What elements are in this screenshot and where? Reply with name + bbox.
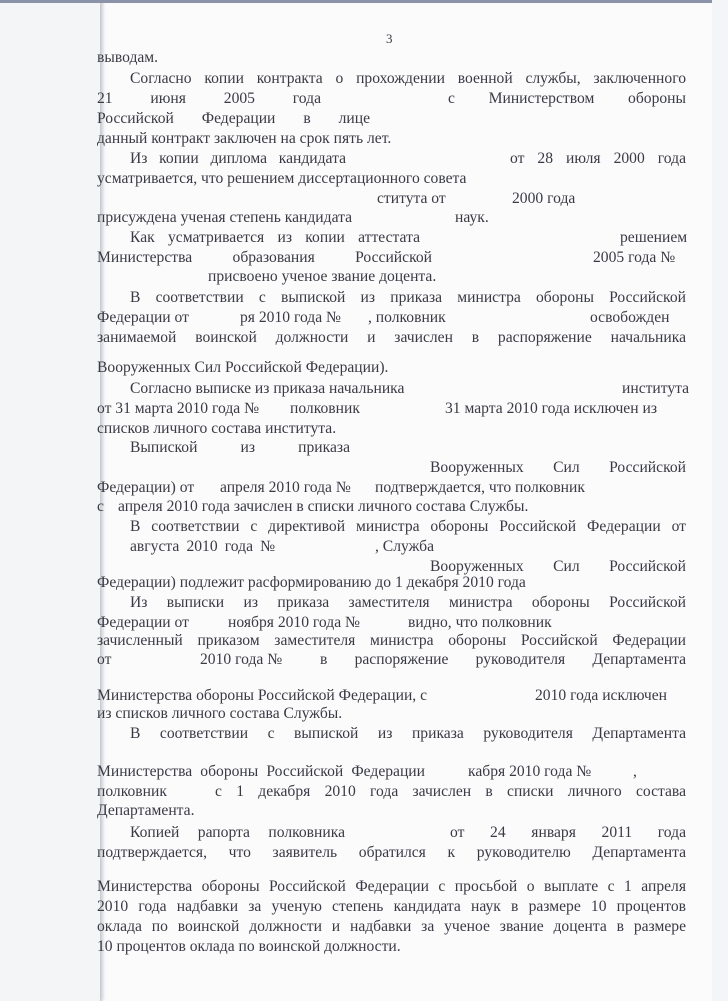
page-number: 3 <box>386 31 393 46</box>
text-segment: , <box>633 763 637 780</box>
text-segment: В соответствии с выпиской из приказа министра обороны Российской <box>130 289 686 306</box>
text-segment: из списков личного состава Службы. <box>97 705 343 722</box>
text-line <box>97 48 686 68</box>
text-segment: Из копии диплома кандидата <box>130 150 346 167</box>
text-segment: Министерства обороны Российской Федерации, с <box>97 687 428 704</box>
text-segment: 31 марта 2010 года исключен из <box>445 400 657 417</box>
text-segment: 2010 года исключен <box>535 687 667 704</box>
text-segment: полковник <box>290 400 360 417</box>
text-segment: 10 процентов оклада по воинской должности. <box>97 938 401 955</box>
text-line <box>97 358 686 378</box>
text-segment: ноября 2010 года № <box>228 614 360 631</box>
text-line <box>97 517 686 537</box>
text-segment: от 24 января 2011 года <box>450 824 686 841</box>
text-segment: подтверждается, что заявитель обратился к руководителю Департамента <box>97 844 686 861</box>
text-line <box>97 149 686 169</box>
text-segment: зачисленный приказом заместителя министра обороны Российской Федерации <box>97 632 686 649</box>
text-segment: В соответствии с директивой министра обороны Российской Федерации от <box>130 518 686 535</box>
text-segment: Выпиской из приказа <box>130 439 350 456</box>
text-segment: подтверждается, что полковник <box>375 479 585 496</box>
text-line <box>97 228 686 248</box>
text-line <box>97 897 686 917</box>
text-line <box>97 399 686 419</box>
text-line <box>97 438 686 458</box>
text-segment: Копией рапорта полковника <box>130 824 345 841</box>
text-segment: Федерации) от <box>97 479 195 496</box>
scan-right-edge <box>712 0 728 1001</box>
text-line <box>97 379 690 399</box>
text-segment: апреля 2010 года № <box>220 479 351 496</box>
text-line <box>97 308 686 328</box>
text-line <box>97 478 686 498</box>
underlying-page-edge <box>0 0 101 1001</box>
text-segment: наук. <box>455 209 489 226</box>
text-line <box>97 823 686 843</box>
text-segment: Согласно выписке из приказа начальника <box>130 380 405 397</box>
text-segment: решением <box>620 229 688 246</box>
text-segment: оклада по воинской должности и надбавки за ученое звание доцента в размере <box>97 918 686 935</box>
text-line <box>97 537 686 557</box>
text-line <box>97 288 686 308</box>
text-line <box>97 169 686 189</box>
text-segment: присуждена ученая степень кандидата <box>97 209 353 226</box>
text-line <box>97 937 686 957</box>
text-line <box>97 613 686 633</box>
text-segment: Вооруженных Сил Российской Федерации). <box>97 359 389 376</box>
text-line <box>97 328 686 348</box>
text-line <box>97 267 686 287</box>
text-segment: ря 2010 года № <box>240 309 341 326</box>
text-segment: Федерации от <box>97 614 189 631</box>
text-segment: с Министерством обороны <box>448 90 686 107</box>
scan-top-edge <box>0 0 728 3</box>
text-segment: занимаемой воинской должности и зачислен в распоряжение начальника <box>97 329 686 346</box>
text-segment: Вооруженных Сил Российской <box>430 558 686 575</box>
text-segment: 2005 года № <box>593 249 676 266</box>
text-line <box>97 573 686 593</box>
text-segment: выводам. <box>97 49 159 66</box>
text-segment: с <box>97 498 104 515</box>
text-line <box>97 631 686 651</box>
text-segment: института <box>622 380 690 397</box>
text-line <box>97 593 686 613</box>
text-segment: Министерства обороны Российской Федерации с просьбой о выплате с 1 апреля <box>97 878 686 895</box>
text-line <box>97 843 686 863</box>
text-line <box>97 917 686 937</box>
text-segment: ститута от <box>377 190 446 207</box>
text-line <box>97 208 686 228</box>
text-segment: усматривается, что решением диссертационного совета <box>97 170 467 187</box>
text-segment: августа 2010 года № <box>130 538 275 555</box>
text-segment: 2010 года надбавки за ученую степень кандидата наук в размере 10 процентов <box>97 898 686 915</box>
text-segment: от 28 июля 2000 года <box>510 150 686 167</box>
text-segment: Вооруженных Сил Российской <box>430 459 686 476</box>
text-line <box>97 458 686 478</box>
text-segment: Российской Федерации в лице <box>97 110 370 127</box>
text-segment: , Служба <box>375 538 434 555</box>
text-line <box>97 782 686 802</box>
text-segment: данный контракт заключен на срок пять лет. <box>97 130 392 147</box>
text-line <box>97 69 686 89</box>
text-line <box>97 419 686 439</box>
text-line <box>97 109 686 129</box>
text-segment: от 31 марта 2010 года № <box>97 400 259 417</box>
text-segment: Как усматривается из копии аттестата <box>130 229 420 246</box>
text-line <box>97 497 686 517</box>
text-line <box>97 248 686 268</box>
text-segment: видно, что полковник <box>408 614 552 631</box>
text-segment: Согласно копии контракта о прохождении военной службы, заключенного <box>130 70 686 87</box>
text-line <box>97 801 686 821</box>
text-line <box>97 762 686 782</box>
text-segment: 2000 года <box>512 190 576 207</box>
text-segment: Министерства образования Российской <box>97 249 432 266</box>
text-segment: полковник <box>97 783 167 800</box>
text-segment: присвоено ученое звание доцента. <box>208 268 437 285</box>
text-segment: В соответствии с выпиской из приказа руководителя Департамента <box>130 725 686 742</box>
text-segment: списков личного состава института. <box>97 420 337 437</box>
text-line <box>97 650 686 670</box>
text-segment: от <box>97 651 112 668</box>
text-line <box>97 686 686 706</box>
text-line <box>97 129 686 149</box>
text-segment: Из выписки из приказа заместителя министра обороны Российской <box>130 594 686 611</box>
text-segment: с 1 декабря 2010 года зачислен в списки личного состава <box>215 783 686 800</box>
text-segment: апреля 2010 года зачислен в списки личного состава Службы. <box>118 498 529 515</box>
text-segment: , полковник <box>368 309 446 326</box>
text-line <box>97 89 686 109</box>
text-line <box>97 189 686 209</box>
text-segment: Министерства обороны Российской Федерации <box>97 763 425 780</box>
text-segment: Федерации от <box>97 309 189 326</box>
text-segment: Федерации) подлежит расформированию до 1 декабря 2010 года <box>97 574 526 591</box>
text-segment: освобожден <box>590 309 670 326</box>
text-segment: Департамента. <box>97 802 195 819</box>
text-segment: 21 июня 2005 года <box>97 90 321 107</box>
text-segment: кабря 2010 года № <box>468 763 592 780</box>
text-line <box>97 704 686 724</box>
text-line <box>97 877 686 897</box>
text-segment: 2010 года № <box>200 651 283 668</box>
text-line <box>97 724 686 744</box>
text-segment: в распоряжение руководителя Департамента <box>320 651 686 668</box>
